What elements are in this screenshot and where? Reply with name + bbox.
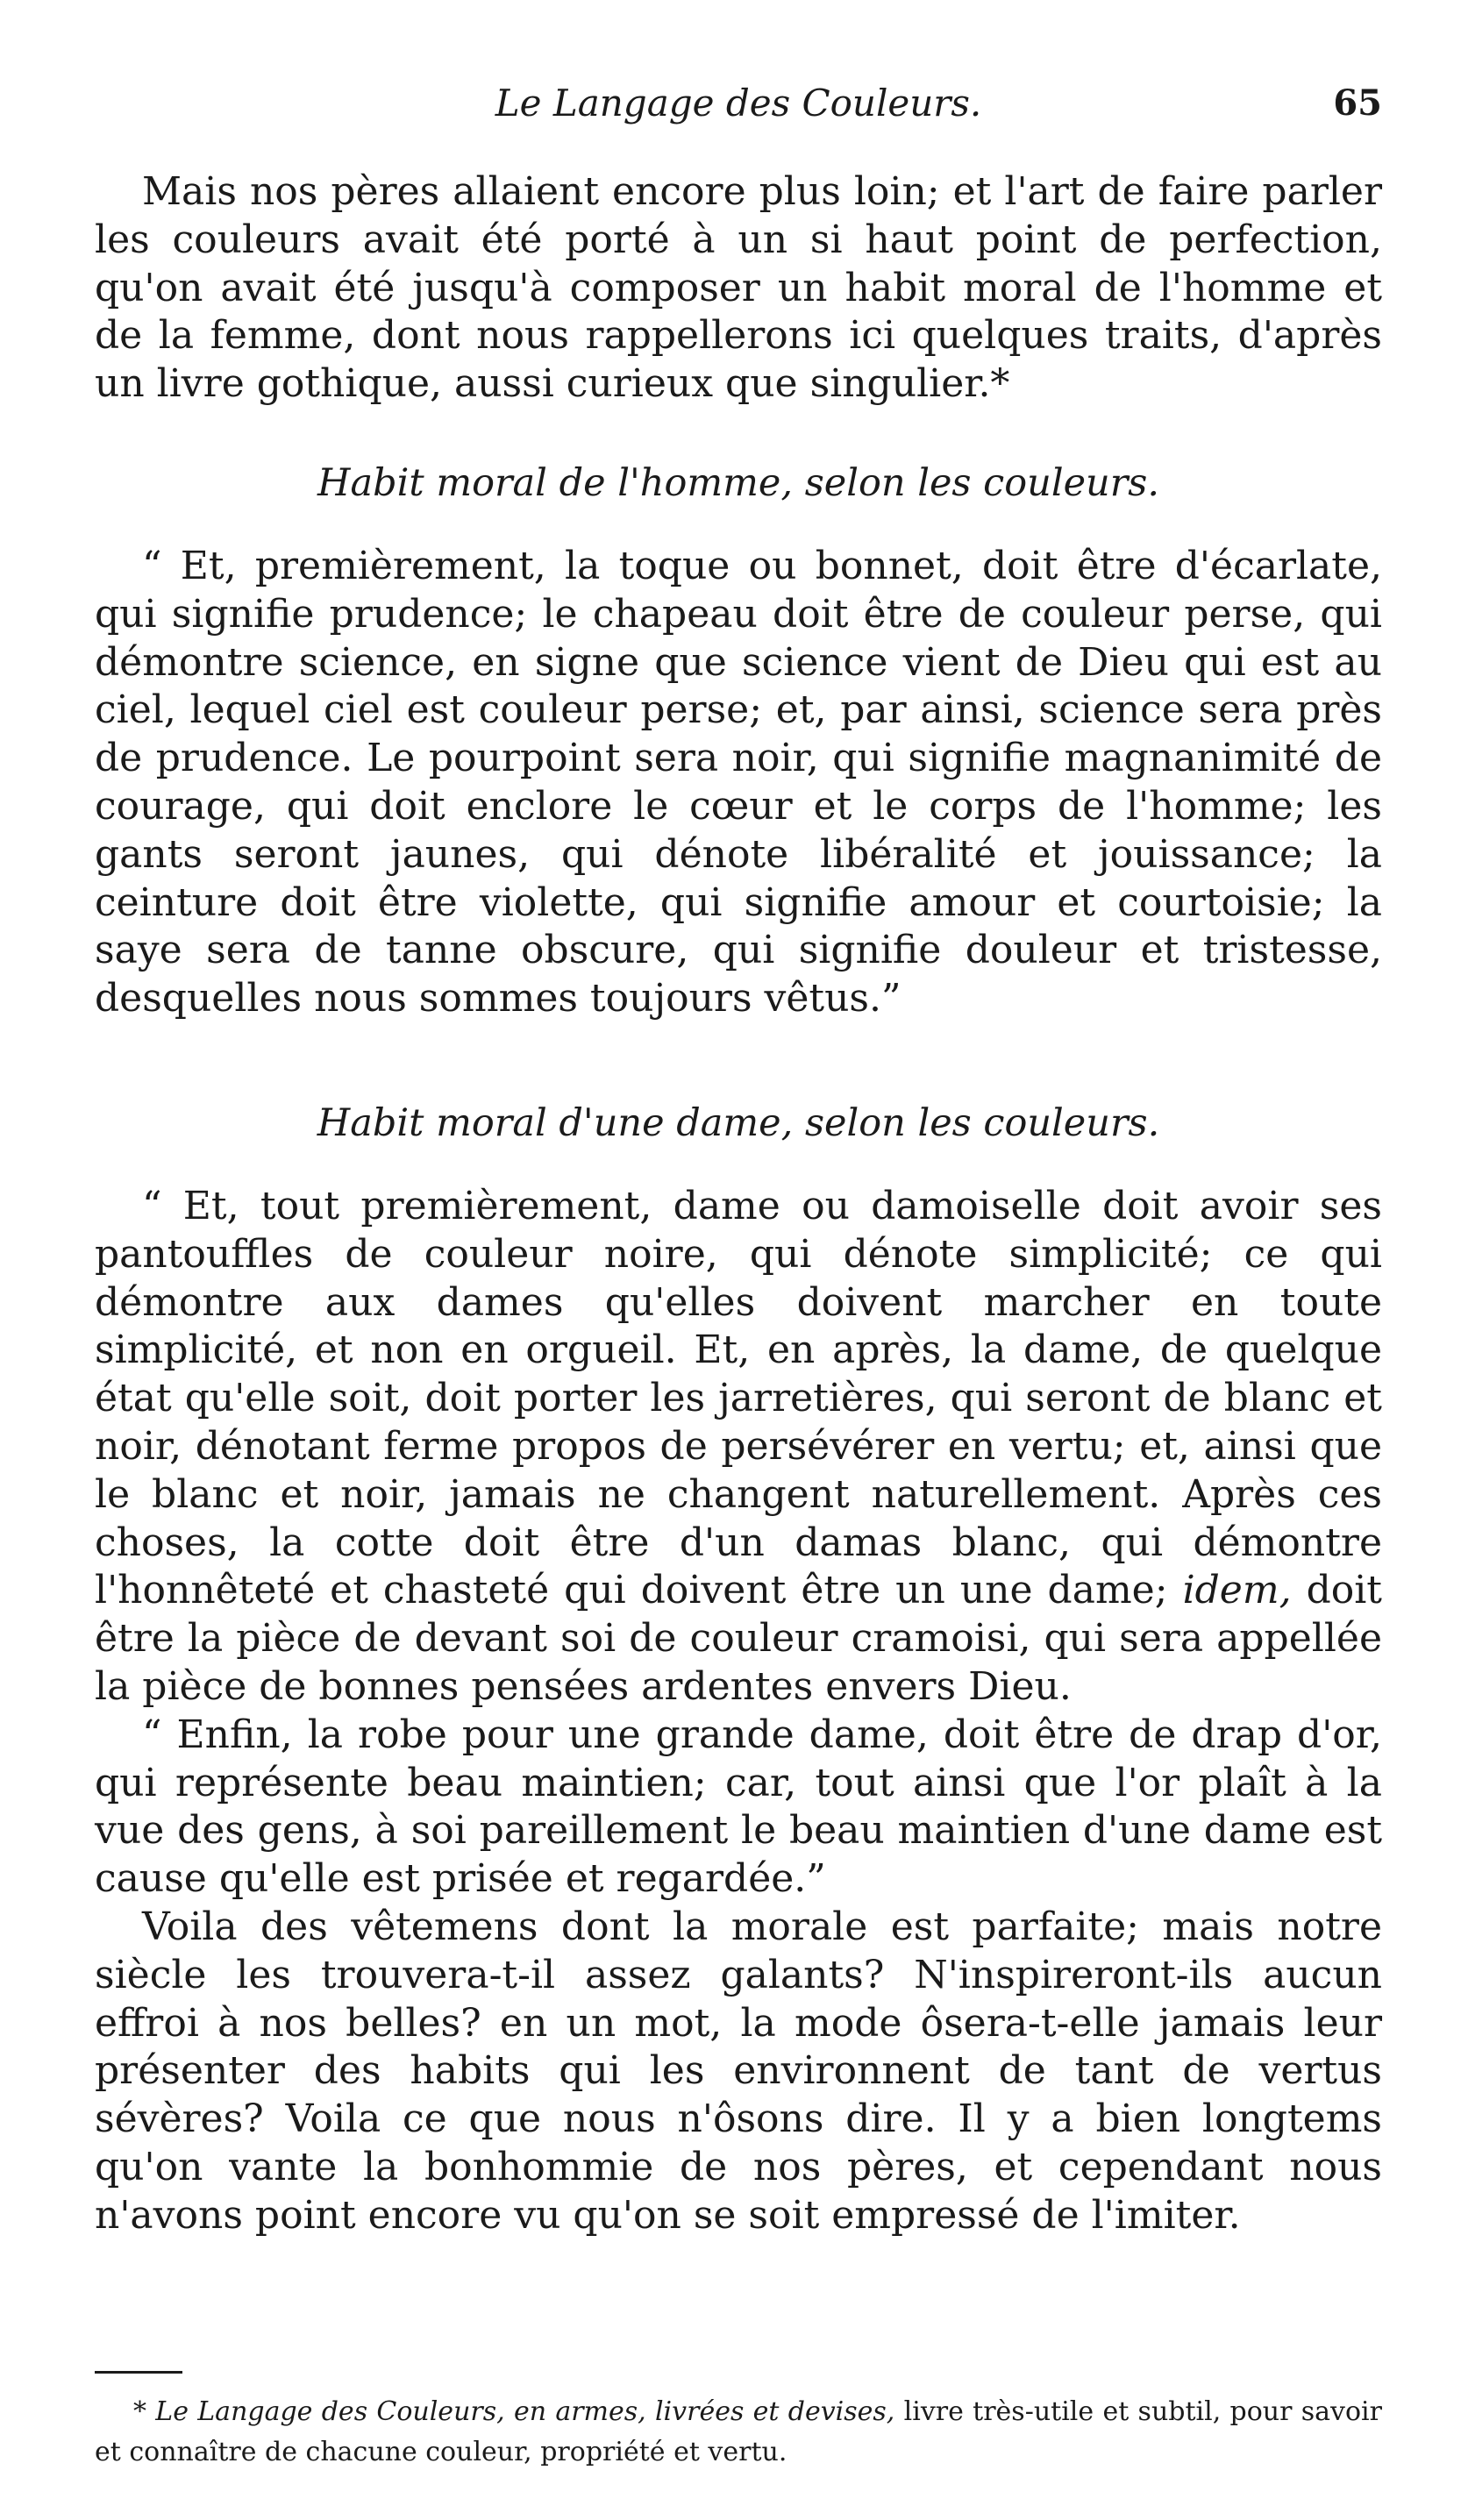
intro-paragraph: Mais nos pères allaient encore plus loin; et l'art de faire parler les couleurs avait été porté à un si haut point de perfection, qu'on avait été jusqu'à composer un habit moral de l'homme et de la femme, dont nous rappellerons ici quelques traits, d'après un livre gothique, aussi curieux que singulier.* bbox=[95, 169, 1382, 407]
body-text bbox=[95, 168, 1382, 2239]
footnote-rule bbox=[95, 2371, 182, 2374]
footnote-text: livre très-utile et subtil, pour savoir et connaître de chacune couleur, propriété et vertu. bbox=[95, 2396, 1382, 2467]
section-heading-lady: Habit moral d'une dame, selon les couleurs. bbox=[317, 1100, 1160, 1145]
footnote-marker: * bbox=[133, 2396, 146, 2427]
quote-lady-paragraph-1 bbox=[95, 1183, 1382, 1712]
quote-man-paragraph: “ Et, premièrement, la toque ou bonnet, doit être d'écarlate, qui signifie prudence; le chapeau doit être de couleur perse, qui démontre science, en signe que science vient de Dieu qui est au ciel, lequel ciel est couleur perse; et, par ainsi, science sera près de prudence. Le pourpoint sera noir, qui signifie magnanimité de courage, qui doit enclore le cœur et le corps de l'homme; les gants seront jaunes, qui dénote libéralité et jouissance; la ceinture doit être violette, qui signifie amour et courtoisie; la saye sera de tanne obscure, qui signifie douleur et tristesse, desquelles nous sommes toujours vêtus.” bbox=[95, 543, 1382, 1022]
footnote bbox=[95, 2392, 1382, 2473]
page-number: 65 bbox=[1333, 82, 1382, 124]
quote-lady-text-b: doit être la pièce de devant soi de couleur cramoisi, qui sera appellée la pièce de bonnes pensées ardentes envers Dieu. bbox=[95, 1568, 1382, 1709]
quote-lady-paragraph-2: “ Enfin, la robe pour une grande dame, doit être de drap d'or, qui représente beau maintien; car, tout ainsi que l'or plaît à la vue des gens, à soi pareillement le beau maintien d'une dame est cause qu'elle est prisée et regardée.” bbox=[95, 1712, 1382, 1902]
running-title: Le Langage des Couleurs. bbox=[495, 82, 982, 125]
page-header bbox=[95, 77, 1382, 130]
idem-term: idem, bbox=[1182, 1568, 1292, 1613]
footnote-title: Le Langage des Couleurs, en armes, livrées et devises, bbox=[155, 2396, 895, 2427]
closing-paragraph: Voila des vêtemens dont la morale est parfaite; mais notre siècle les trouvera-t-il assez galants? N'inspireront-ils aucun effroi à nos belles? en un mot, la mode ôsera-t-elle jamais leur présenter des habits qui les environnent de tant de vertus sévères? Voila ce que nous n'ôsons dire. Il y a bien longtems qu'on vante la bonhommie de nos pères, et cependant nous n'avons point encore vu qu'on se soit empressé de l'imiter. bbox=[95, 1904, 1382, 2238]
quote-lady-text-a: “ Et, tout premièrement, dame ou damoiselle doit avoir ses pantouffles de couleur noire, qui dénote simplicité; ce qui démontre aux dames qu'elles doivent marcher en toute simplicité, et non en orgueil. Et, en après, la dame, de quelque état qu'elle soit, doit porter les jarretières, qui seront de blanc et noir, dénotant ferme propos de persévérer en vertu; et, ainsi que le blanc et noir, jamais ne changent naturellement. Après ces choses, la cotte doit être d'un damas blanc, qui démontre l'honnêteté et chasteté qui doivent être un une dame; bbox=[95, 1183, 1382, 1613]
section-heading-man: Habit moral de l'homme, selon les couleurs. bbox=[317, 460, 1160, 505]
